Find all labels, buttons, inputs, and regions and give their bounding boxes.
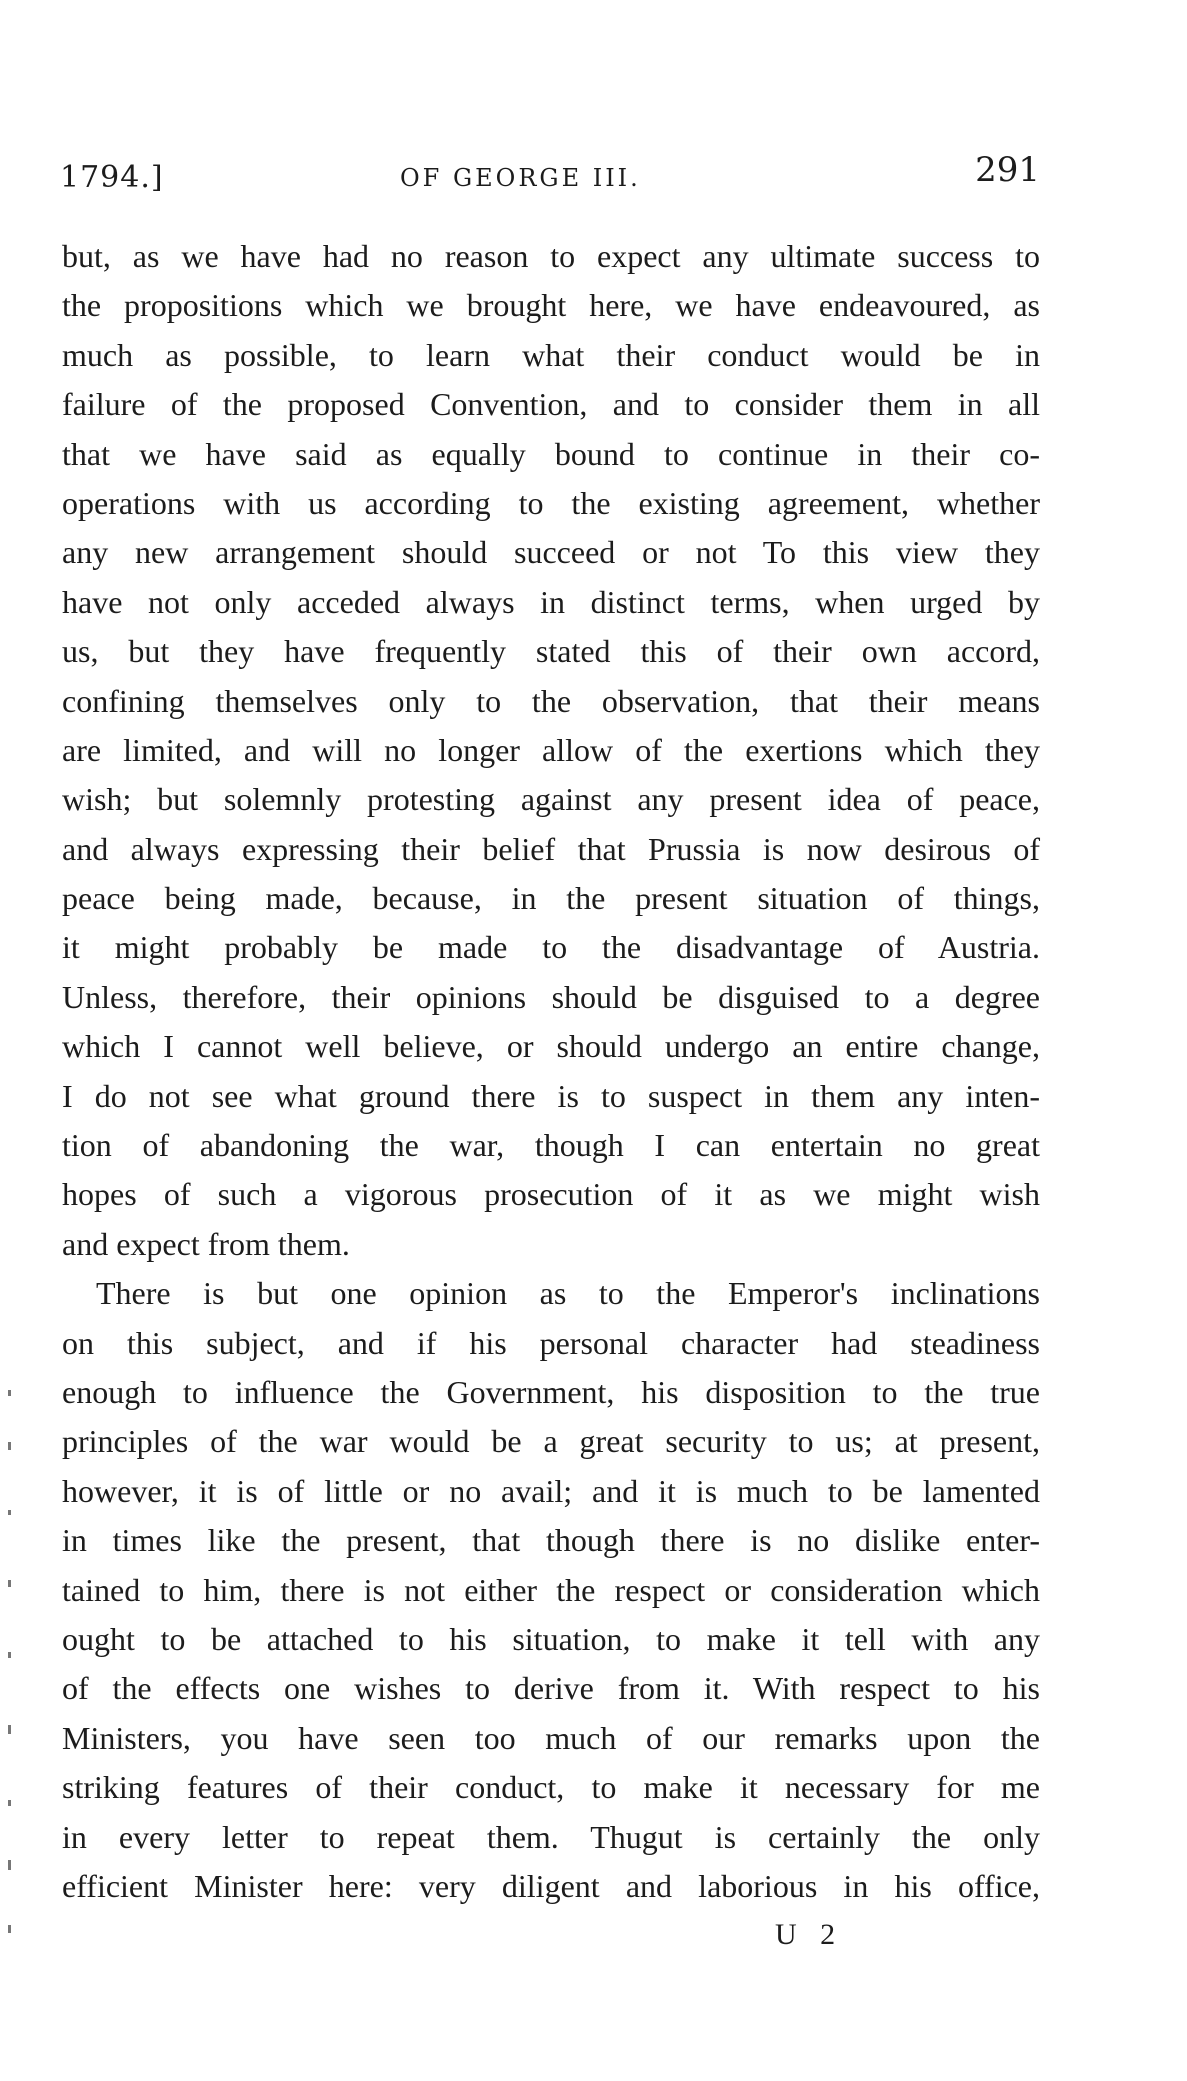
text-line: but, as we have had no reason to expect any ultimate success to (62, 238, 1040, 274)
signature-mark: U 2 (775, 1918, 844, 1951)
gutter-speck (8, 1800, 11, 1806)
body-text (62, 232, 1040, 1911)
text-line: tained to him, there is not either the respect or consideration which (62, 1571, 1040, 1608)
gutter-specks (4, 1390, 18, 1950)
gutter-speck (8, 1725, 11, 1734)
gutter-speck (8, 1442, 11, 1450)
gutter-speck (8, 1652, 11, 1658)
text-line: and expect from them. (62, 1225, 350, 1262)
text-line: enough to influence the Government, his disposition to the true (62, 1373, 1040, 1410)
page-number: 291 (975, 150, 1040, 190)
paragraph-2 (62, 1269, 1040, 1911)
text-line: principles of the war would be a great security to us; at present, (62, 1423, 1040, 1460)
text-line: failure of the proposed Convention, and to consider them in all (62, 386, 1040, 423)
text-line: the propositions which we brought here, we have endeavoured, as (62, 287, 1040, 324)
gutter-speck (8, 1925, 11, 1933)
paragraph-1 (62, 232, 1040, 1269)
text-line: hopes of such a vigorous prosecution of it as we might wish (62, 1176, 1040, 1213)
running-head (60, 150, 1040, 200)
text-line: which I cannot well believe, or should undergo an entire change, (62, 1028, 1040, 1065)
text-line: and always expressing their belief that Prussia is now desirous of (62, 830, 1040, 867)
text-line: on this subject, and if his personal character had steadiness (62, 1324, 1040, 1361)
running-head-title: OF GEORGE III. (400, 164, 641, 192)
text-line: Unless, therefore, their opinions should be disguised to a degree (62, 978, 1040, 1015)
text-line: confining themselves only to the observation, that their means (62, 682, 1040, 719)
text-line: efficient Minister here: very diligent and laborious in his office, (62, 1867, 1040, 1904)
text-line: in times like the present, that though there is no dislike enter- (62, 1522, 1040, 1559)
text-line: that we have said as equally bound to continue in their co- (62, 435, 1040, 472)
text-line: striking features of their conduct, to make it necessary for me (62, 1769, 1040, 1806)
text-line: operations with us according to the existing agreement, whether (62, 484, 1040, 521)
text-line: in every letter to repeat them. Thugut is certainly the only (62, 1818, 1040, 1855)
gutter-speck (8, 1580, 11, 1587)
gutter-speck (8, 1510, 11, 1515)
text-line: Ministers, you have seen too much of our remarks upon the (62, 1719, 1040, 1756)
text-line: wish; but solemnly protesting against any present idea of peace, (62, 781, 1040, 818)
text-line: any new arrangement should succeed or not To this view they (62, 534, 1040, 571)
text-line: tion of abandoning the war, though I can entertain no great (62, 1127, 1040, 1164)
gutter-speck (8, 1860, 11, 1870)
gutter-speck (8, 1390, 11, 1396)
text-line: peace being made, because, in the present situation of things, (62, 880, 1040, 917)
text-line: much as possible, to learn what their conduct would be in (62, 336, 1040, 373)
text-line: are limited, and will no longer allow of the exertions which they (62, 731, 1040, 768)
text-line: us, but they have frequently stated this of their own accord, (62, 633, 1040, 670)
text-line: ought to be attached to his situation, to make it tell with any (62, 1620, 1040, 1657)
text-line: There is but one opinion as to the Emperor's inclinations (96, 1275, 1040, 1312)
text-line: however, it is of little or no avail; and it is much to be lamented (62, 1472, 1040, 1509)
text-line: of the effects one wishes to derive from it. With respect to his (62, 1670, 1040, 1707)
running-head-year: 1794.] (60, 160, 164, 195)
text-line: it might probably be made to the disadvantage of Austria. (62, 929, 1040, 966)
text-line: have not only acceded always in distinct terms, when urged by (62, 583, 1040, 620)
text-line: I do not see what ground there is to suspect in them any inten- (62, 1077, 1040, 1114)
